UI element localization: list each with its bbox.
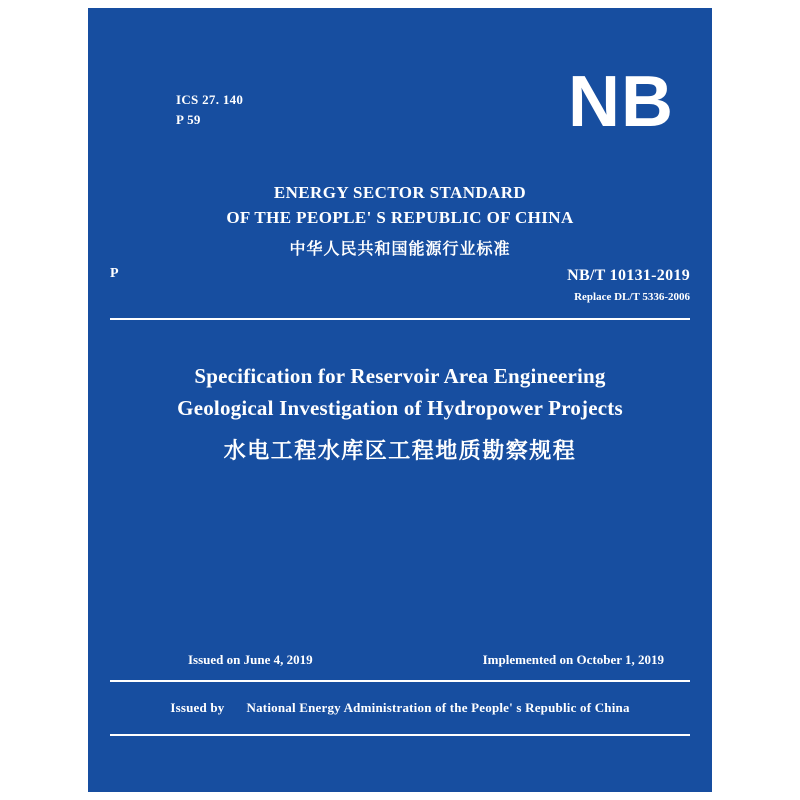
standard-cover-page [88, 8, 712, 792]
classification-code: P 59 [176, 112, 201, 127]
title-en-line2: Geological Investigation of Hydropower Projects [177, 396, 623, 420]
divider-bottom [110, 734, 690, 736]
dates-row [88, 652, 712, 676]
code-right-block [567, 266, 690, 306]
standard-title-en-line2: OF THE PEOPLE' S REPUBLIC OF CHINA [226, 208, 574, 227]
title-cn: 水电工程水库区工程地质勘察规程 [223, 439, 577, 464]
document-title-block [88, 360, 712, 472]
divider-middle [110, 680, 690, 682]
ics-block [176, 90, 243, 130]
standard-code-row [88, 266, 712, 312]
standard-title-cn: 中华人民共和国能源行业标准 [289, 239, 511, 258]
issued-by-label: Issued by [170, 700, 225, 715]
issuing-organization: National Energy Administration of the People' s Republic of China [246, 700, 630, 715]
nb-logo: NB [568, 62, 674, 142]
ics-number: ICS 27. 140 [176, 92, 244, 107]
standard-title-en-line1: ENERGY SECTOR STANDARD [273, 183, 527, 202]
title-en-line1: Specification for Reservoir Area Engineering [194, 364, 606, 388]
issued-on-date: Issued on June 4, 2019 [188, 652, 313, 667]
divider-top [110, 318, 690, 320]
replace-note: Replace DL/T 5336-2006 [574, 291, 690, 303]
standard-authority-block [88, 180, 712, 264]
cover-header [88, 8, 712, 168]
issuer-row [88, 700, 712, 716]
standard-number: NB/T 10131-2019 [567, 267, 690, 284]
implemented-on-date: Implemented on October 1, 2019 [482, 652, 664, 667]
code-prefix: P [110, 266, 119, 281]
